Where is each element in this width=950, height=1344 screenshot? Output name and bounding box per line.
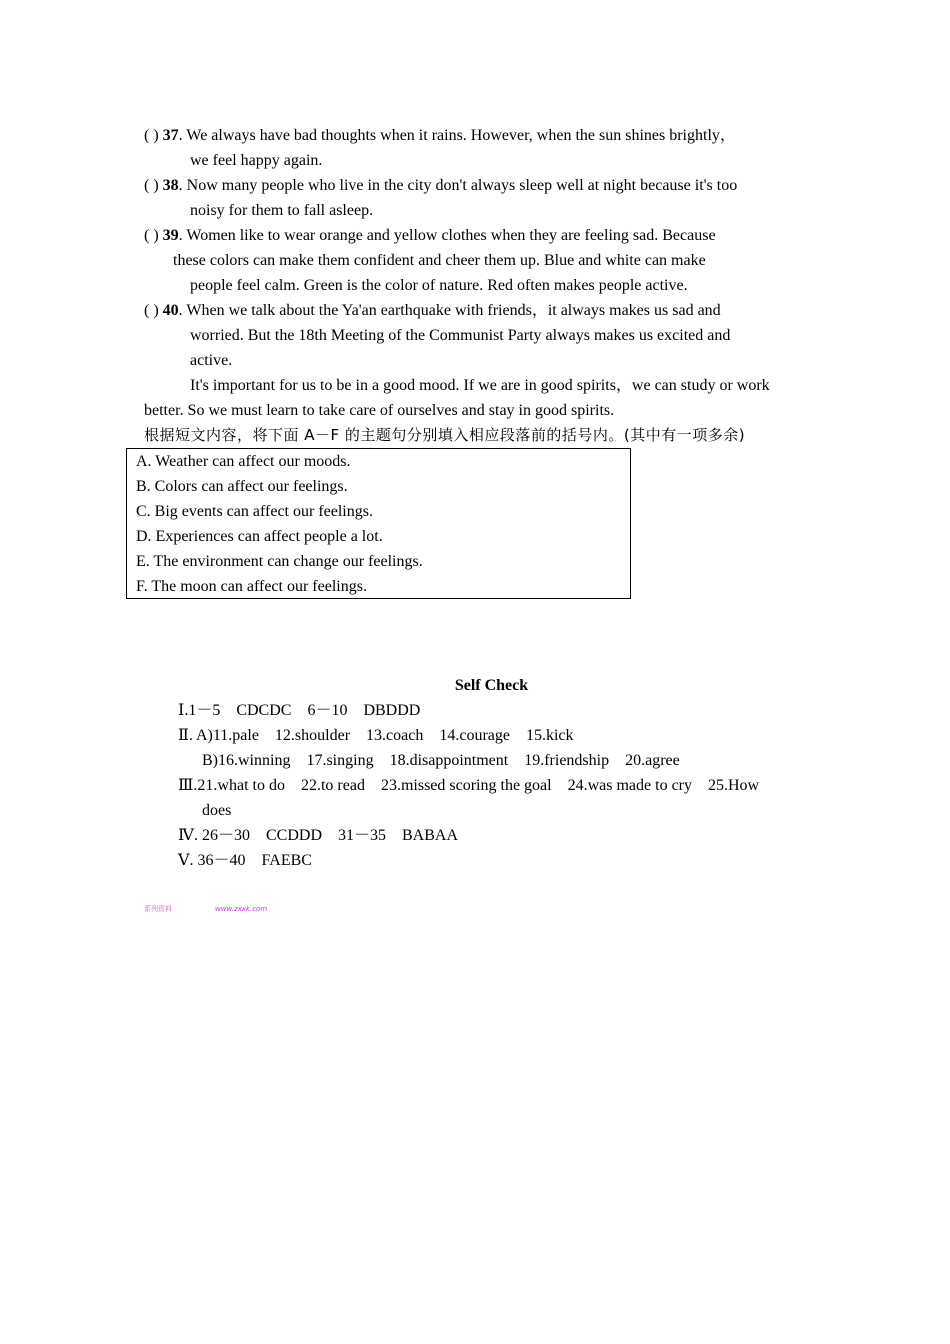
question-39-line-2: these colors can make them confident and cheer them up. Blue and white can make — [173, 252, 706, 269]
question-37-line-1: ( ) 37. We always have bad thoughts when it rains. However, when the sun shines brightly， — [144, 127, 736, 144]
answer-line-1: Ⅰ.1－5 CDCDC 6－10 DBDDD — [178, 702, 421, 719]
question-39-line-1: ( ) 39. Women like to wear orange and yellow clothes when they are feeling sad. Because — [144, 227, 716, 244]
question-40-line-2: worried. But the 18th Meeting of the Communist Party always makes us excited and — [190, 327, 731, 344]
question-40-line-3: active. — [190, 352, 233, 369]
answer-line-3: B)16.winning 17.singing 18.disappointment 19.friendship 20.agree — [202, 752, 680, 769]
question-40-line-1: ( ) 40. When we talk about the Ya'an earthquake with friends，it always makes us sad and — [144, 302, 721, 319]
footer-url-link[interactable]: www.zxxk.com — [215, 905, 268, 913]
conclusion-line-1: It's important for us to be in a good mood. If we are in good spirits，we can study or work — [190, 377, 770, 394]
option-b: B. Colors can affect our feelings. — [136, 478, 348, 495]
footer-left-text: 系列资料 — [144, 905, 172, 913]
answer-line-5: does — [202, 802, 232, 819]
question-38-line-1: ( ) 38. Now many people who live in the city don't always sleep well at night because it's too — [144, 177, 738, 194]
question-37-number: 37 — [162, 127, 179, 144]
option-a: A. Weather can affect our moods. — [136, 453, 351, 470]
option-d: D. Experiences can affect people a lot. — [136, 528, 383, 545]
answer-line-2: Ⅱ. A)11.pale 12.shoulder 13.coach 14.courage 15.kick — [178, 727, 574, 744]
question-39-line-3: people feel calm. Green is the color of nature. Red often makes people active. — [190, 277, 688, 294]
option-e: E. The environment can change our feelings. — [136, 553, 423, 570]
instruction-text: 根据短文内容，将下面 A－F 的主题句分别填入相应段落前的括号内。(其中有一项多余) — [144, 426, 746, 444]
answer-line-7: Ⅴ. 36－40 FAEBC — [178, 852, 312, 869]
question-40-number: 40 — [162, 302, 179, 319]
question-38-line-2: noisy for them to fall asleep. — [190, 202, 374, 219]
question-39-number: 39 — [162, 227, 179, 244]
conclusion-line-2: better. So we must learn to take care of ourselves and stay in good spirits. — [144, 402, 615, 419]
option-c: C. Big events can affect our feelings. — [136, 503, 373, 520]
answer-line-6: Ⅳ. 26－30 CCDDD 31－35 BABAA — [178, 827, 459, 844]
question-37-line-2: we feel happy again. — [190, 152, 323, 169]
options-box — [126, 448, 631, 599]
self-check-title: Self Check — [454, 677, 529, 694]
question-38-number: 38 — [162, 177, 179, 194]
answer-line-4: Ⅲ.21.what to do 22.to read 23.missed scoring the goal 24.was made to cry 25.How — [178, 777, 760, 794]
option-f: F. The moon can affect our feelings. — [136, 578, 367, 595]
